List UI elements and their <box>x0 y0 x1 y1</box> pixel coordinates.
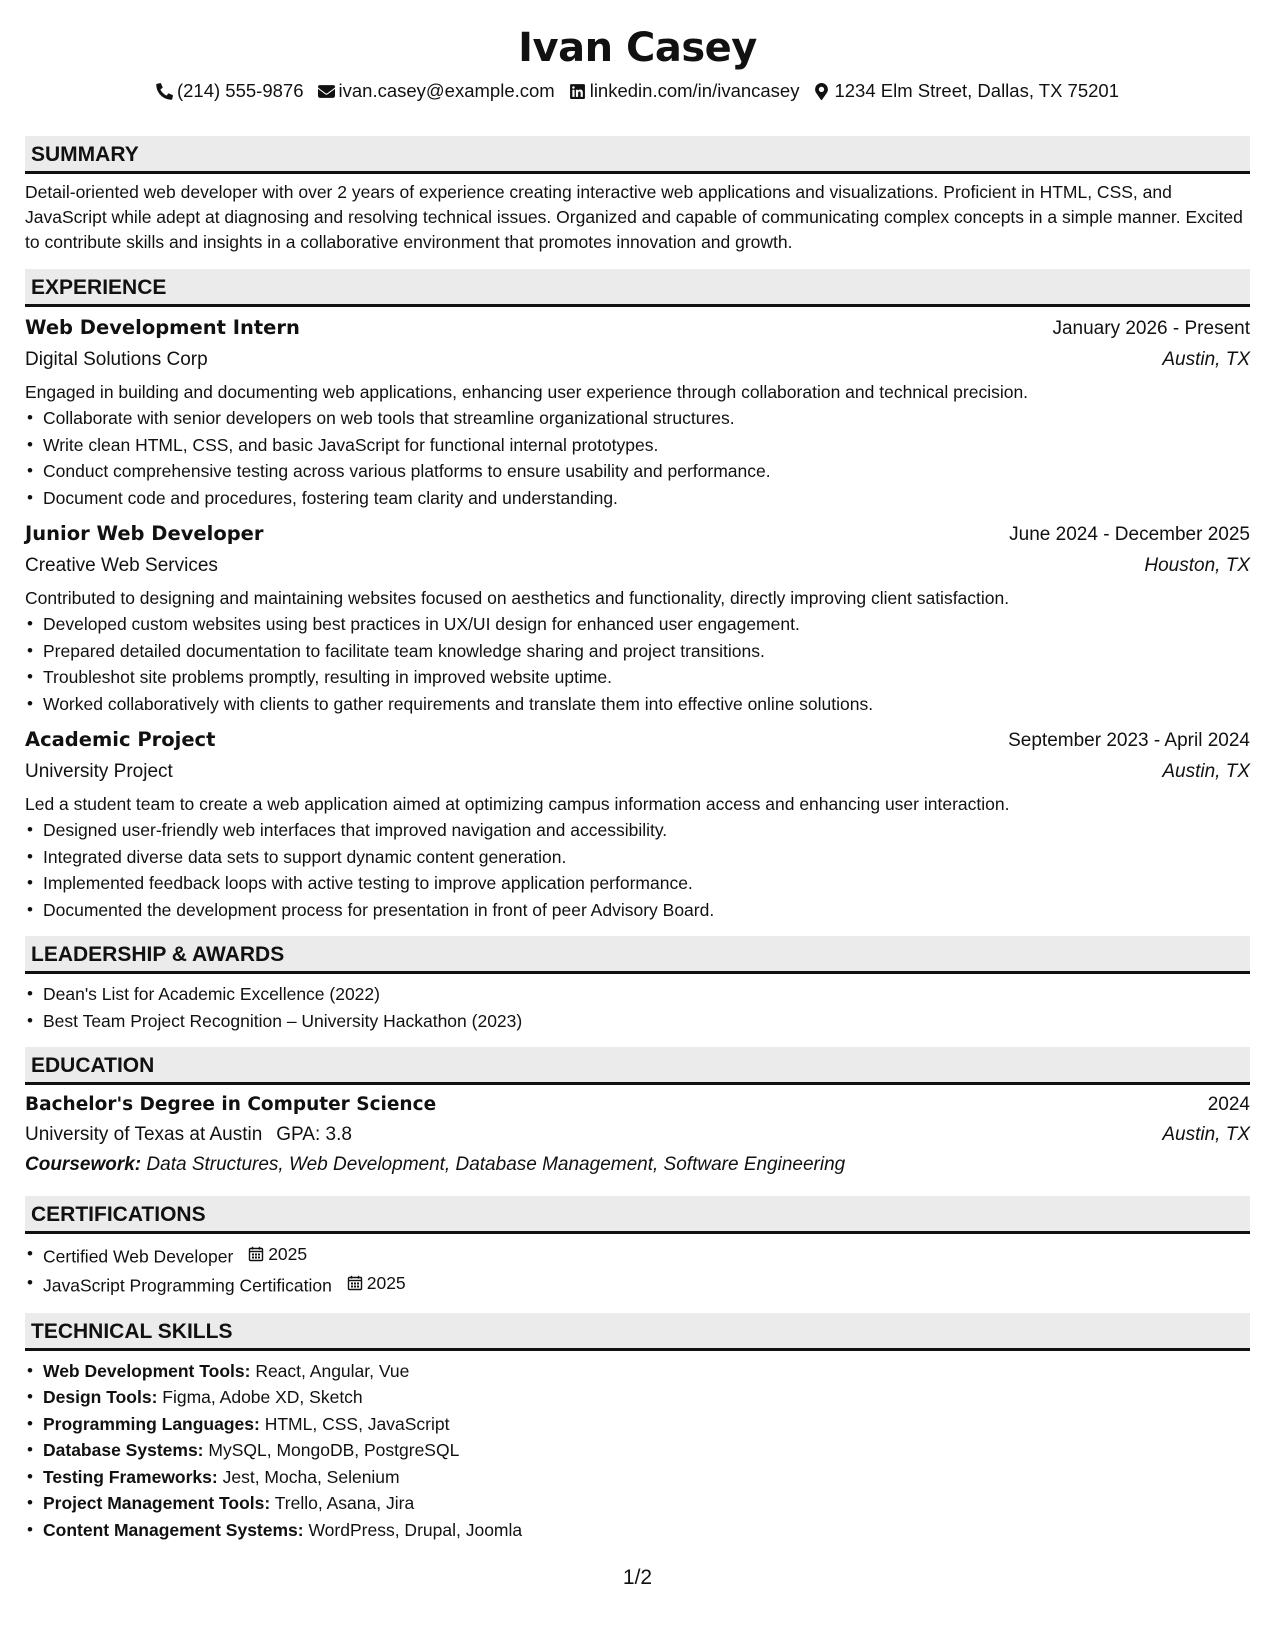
skills-list <box>25 1358 1250 1544</box>
job-bullets <box>25 817 1250 923</box>
university-name: University of Texas at Austin <box>25 1124 263 1145</box>
job-bullet: • Designed user-friendly web interfaces that improved navigation and accessibility. <box>25 817 1250 844</box>
address-text: 1234 Elm Street, Dallas, TX 75201 <box>834 80 1119 101</box>
email-link[interactable]: ivan.casey@example.com <box>338 80 555 101</box>
skill-item <box>25 1384 1250 1411</box>
gpa: GPA: 3.8 <box>276 1124 352 1145</box>
calendar-icon <box>347 1275 363 1291</box>
job-bullet: • Developed custom websites using best practices in UX/UI design for enhanced user engagement. <box>25 611 1250 638</box>
skill-item <box>25 1437 1250 1464</box>
phone-icon <box>156 83 173 100</box>
page-number: 1/2 <box>622 1566 653 1589</box>
certification-item <box>25 1270 1250 1299</box>
job-location: Houston, TX <box>1144 555 1250 576</box>
job-bullet: • Integrated diverse data sets to support dynamic content generation. <box>25 844 1250 871</box>
certifications-list <box>25 1241 1250 1299</box>
job-description: Led a student team to create a web application aimed at optimizing campus information access and enhancing user interaction. <box>25 794 1010 814</box>
education-heading: EDUCATION <box>25 1047 1250 1085</box>
job-bullet: • Troubleshot site problems promptly, resulting in improved website uptime. <box>25 664 1250 691</box>
summary-heading: SUMMARY <box>25 136 1250 174</box>
award-item: • Best Team Project Recognition – University Hackathon (2023) <box>25 1008 1250 1035</box>
calendar-icon <box>248 1246 264 1262</box>
job-bullet: • Worked collaboratively with clients to gather requirements and translate them into effective online solutions. <box>25 691 1250 718</box>
job-bullets <box>25 611 1250 717</box>
job-bullet: • Documented the development process for presentation in front of peer Advisory Board. <box>25 897 1250 924</box>
contact-email[interactable] <box>318 76 555 106</box>
experience-heading: EXPERIENCE <box>25 269 1250 307</box>
linkedin-link[interactable]: linkedin.com/in/ivancasey <box>589 80 800 101</box>
contact-phone <box>156 76 304 106</box>
skill-value: MySQL, MongoDB, PostgreSQL <box>208 1440 460 1460</box>
job-bullet: • Document code and procedures, fostering team clarity and understanding. <box>25 485 1250 512</box>
job-location: Austin, TX <box>1162 349 1250 370</box>
coursework-list: Data Structures, Web Development, Database Management, Software Engineering <box>146 1154 846 1175</box>
job-dates: June 2024 - December 2025 <box>1009 524 1250 545</box>
skill-value: React, Angular, Vue <box>255 1360 410 1381</box>
job-company: Digital Solutions Corp <box>25 349 208 370</box>
skill-value: Trello, Asana, Jira <box>274 1493 415 1513</box>
certification-year: 2025 <box>366 1272 406 1293</box>
job-entry <box>25 312 1250 511</box>
job-description: Contributed to designing and maintaining websites focused on aesthetics and functionality, directly improving client satisfaction. <box>25 588 1010 608</box>
job-title: Academic Project <box>25 728 216 751</box>
skill-item <box>25 1464 1250 1491</box>
certification-item <box>25 1241 1250 1270</box>
job-bullet: • Prepared detailed documentation to facilitate team knowledge sharing and project transitions. <box>25 638 1250 665</box>
job-title: Junior Web Developer <box>25 522 264 545</box>
contact-address <box>813 76 1119 106</box>
job-entry <box>25 518 1250 717</box>
skill-label: Database Systems: <box>43 1440 204 1460</box>
job-company: University Project <box>25 761 173 782</box>
coursework-line <box>25 1150 1250 1180</box>
skill-label: Content Management Systems: <box>43 1519 304 1540</box>
skill-item <box>25 1411 1250 1438</box>
job-dates: January 2026 - Present <box>1052 318 1250 339</box>
leadership-heading: LEADERSHIP & AWARDS <box>25 936 1250 974</box>
degree-title: Bachelor's Degree in Computer Science <box>25 1094 437 1115</box>
skill-label: Design Tools: <box>43 1387 158 1407</box>
map-pin-icon <box>813 83 830 100</box>
job-bullet: • Conduct comprehensive testing across various platforms to ensure usability and performance. <box>25 458 1250 485</box>
leadership-list <box>25 981 1250 1034</box>
job-bullets <box>25 405 1250 511</box>
certifications-heading: CERTIFICATIONS <box>25 1196 1250 1234</box>
linkedin-icon <box>569 83 586 100</box>
award-item: • Dean's List for Academic Excellence (2022) <box>25 981 1250 1008</box>
certification-year: 2025 <box>268 1244 308 1264</box>
skill-value: WordPress, Drupal, Joomla <box>308 1519 523 1540</box>
job-dates: September 2023 - April 2024 <box>1008 730 1250 751</box>
certification-name: Certified Web Developer <box>43 1246 234 1267</box>
job-bullet: • Write clean HTML, CSS, and basic JavaScript for functional internal prototypes. <box>25 432 1250 459</box>
job-bullet: • Collaborate with senior developers on web tools that streamline organizational structures. <box>25 405 1250 432</box>
summary-text: Detail-oriented web developer with over 2 years of experience creating interactive web applications and visualizations. Proficient in HTML, CSS, and JavaScript while adept at diagnosing and resolving technical issues. Organized and capable of communicating complex concepts in a simple manner. Excited to contribute skills and insights in a collaborative environment that promotes innovation and growth. <box>25 182 1243 252</box>
job-bullet: • Implemented feedback loops with active testing to improve application performance. <box>25 870 1250 897</box>
skill-label: Programming Languages: <box>43 1413 260 1434</box>
envelope-icon <box>318 83 335 100</box>
education-entry <box>25 1089 1250 1180</box>
skill-label: Project Management Tools: <box>43 1493 271 1513</box>
skill-value: Figma, Adobe XD, Sketch <box>162 1387 363 1407</box>
coursework-label: Coursework: <box>25 1154 142 1175</box>
job-location: Austin, TX <box>1162 761 1250 782</box>
job-company: Creative Web Services <box>25 555 218 576</box>
resume-page <box>25 0 1250 1543</box>
skill-item <box>25 1490 1250 1517</box>
skill-item <box>25 1517 1250 1544</box>
skill-item <box>25 1358 1250 1385</box>
education-location: Austin, TX <box>1162 1124 1250 1145</box>
job-description: Engaged in building and documenting web applications, enhancing user experience through collaboration and technical precision. <box>25 382 1029 402</box>
job-entry <box>25 724 1250 923</box>
skill-value: HTML, CSS, JavaScript <box>264 1413 450 1434</box>
candidate-name: Ivan Casey <box>518 25 757 71</box>
skill-label: Web Development Tools: <box>43 1360 251 1381</box>
skills-heading: TECHNICAL SKILLS <box>25 1313 1250 1351</box>
contact-linkedin[interactable] <box>569 76 800 106</box>
job-title: Web Development Intern <box>25 316 300 339</box>
degree-year: 2024 <box>1207 1094 1250 1115</box>
phone-text: (214) 555-9876 <box>176 80 304 101</box>
skill-label: Testing Frameworks: <box>43 1466 218 1487</box>
skill-value: Jest, Mocha, Selenium <box>222 1466 400 1487</box>
contact-bar <box>25 76 1250 106</box>
certification-name: JavaScript Programming Certification <box>43 1275 332 1295</box>
